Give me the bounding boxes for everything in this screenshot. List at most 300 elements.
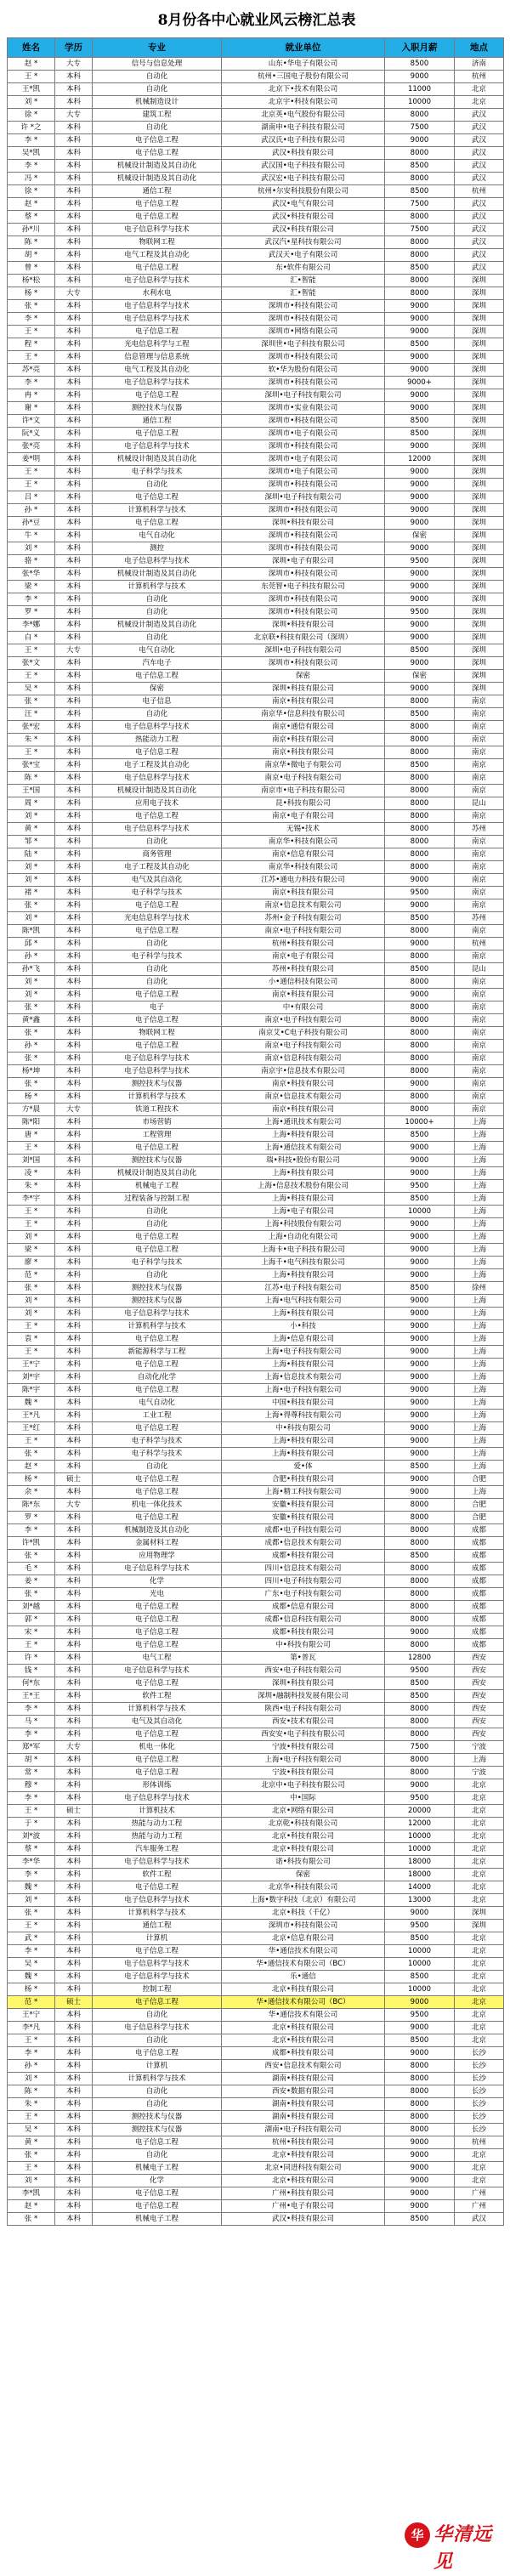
cell-major: 电子信息科学与技术	[93, 2022, 222, 2034]
cell-salary: 10000	[385, 1945, 455, 1958]
cell-location: 南京	[455, 1040, 504, 1053]
cell-employer: 安徽•科技有限公司	[222, 1512, 385, 1524]
table-row	[8, 1907, 504, 1920]
cell-major: 电子信息工程	[93, 1512, 222, 1524]
cell-salary: 10000	[385, 1983, 455, 1996]
cell-major: 自动化	[93, 2009, 222, 2022]
cell-employer: 上海卡•电子科技有限公司	[222, 1244, 385, 1257]
cell-location: 成都	[455, 1575, 504, 1588]
table-row	[8, 160, 504, 173]
cell-name: 凌 *	[8, 1167, 55, 1180]
cell-degree: 本科	[55, 1881, 93, 1894]
table-row	[8, 823, 504, 836]
cell-name: 孙*豆	[8, 517, 55, 530]
cell-name: 李 *	[8, 1728, 55, 1741]
cell-name: 孙*川	[8, 224, 55, 236]
cell-employer: 南京•科技有限公司	[222, 746, 385, 759]
cell-location: 南京	[455, 861, 504, 874]
cell-degree: 本科	[55, 313, 93, 326]
cell-name: 刘*国	[8, 1155, 55, 1167]
cell-salary: 8000	[385, 1639, 455, 1652]
cell-salary: 10000+	[385, 1116, 455, 1129]
table-row	[8, 989, 504, 1001]
cell-major: 软件工程	[93, 1869, 222, 1881]
table-row	[8, 683, 504, 695]
cell-degree: 本科	[55, 211, 93, 224]
cell-employer: 深圳市•实业有限公司	[222, 402, 385, 415]
cell-degree: 本科	[55, 1422, 93, 1435]
cell-major: 电子信息工程	[93, 1767, 222, 1779]
cell-degree: 大专	[55, 1499, 93, 1512]
cell-salary: 9000	[385, 1244, 455, 1257]
cell-location: 深圳	[455, 504, 504, 517]
cell-degree: 本科	[55, 606, 93, 619]
cell-salary: 8000	[385, 173, 455, 185]
table-row	[8, 1754, 504, 1767]
cell-name: 骆 *	[8, 555, 55, 568]
cell-degree: 本科	[55, 1359, 93, 1371]
cell-degree: 本科	[55, 530, 93, 542]
cell-major: 光电	[93, 1588, 222, 1601]
cell-major: 通信工程	[93, 1920, 222, 1932]
cell-major: 电子信息科学与技术	[93, 1958, 222, 1971]
cell-location: 北京	[455, 2034, 504, 2047]
cell-major: 市场营销	[93, 1116, 222, 1129]
table-row	[8, 925, 504, 938]
cell-degree: 本科	[55, 746, 93, 759]
cell-major: 自动化	[93, 836, 222, 848]
cell-location: 南京	[455, 848, 504, 861]
cell-major: 机电一体化技术	[93, 1499, 222, 1512]
cell-salary: 8000	[385, 1001, 455, 1014]
cell-major: 自动化	[93, 83, 222, 96]
table-row	[8, 938, 504, 950]
cell-name: 王*国	[8, 785, 55, 797]
cell-major: 电子科学与技术	[93, 1448, 222, 1461]
cell-major: 测控技术与仪器	[93, 402, 222, 415]
cell-name: 王 *	[8, 1142, 55, 1155]
cell-location: 北京	[455, 1881, 504, 1894]
table-row	[8, 542, 504, 555]
cell-employer: 汇•智能	[222, 275, 385, 287]
table-row	[8, 695, 504, 708]
table-row	[8, 1384, 504, 1397]
cell-degree: 本科	[55, 938, 93, 950]
table-row	[8, 1410, 504, 1422]
cell-degree: 硕士	[55, 1473, 93, 1486]
cell-major: 电子信息工程	[93, 1142, 222, 1155]
cell-degree: 硕士	[55, 1996, 93, 2009]
cell-degree: 本科	[55, 1167, 93, 1180]
cell-major: 电子信息科学与技术	[93, 224, 222, 236]
table-row	[8, 759, 504, 772]
table-row	[8, 2149, 504, 2162]
cell-degree: 本科	[55, 1588, 93, 1601]
cell-major: 自动化	[93, 1269, 222, 1282]
cell-major: 化学	[93, 2175, 222, 2187]
table-row	[8, 2111, 504, 2124]
cell-employer: 小•科技	[222, 1320, 385, 1333]
cell-name: 汪 *	[8, 708, 55, 721]
cell-salary: 7500	[385, 122, 455, 134]
cell-major: 测控技术与仪器	[93, 1282, 222, 1295]
cell-major: 计算机科学与技术	[93, 504, 222, 517]
cell-location: 成都	[455, 1614, 504, 1626]
cell-major: 热能动力工程	[93, 734, 222, 746]
cell-salary: 8000	[385, 1512, 455, 1524]
cell-degree: 本科	[55, 1958, 93, 1971]
cell-salary: 8000	[385, 823, 455, 836]
table-row	[8, 976, 504, 989]
cell-employer: 武汉天•电子有限公司	[222, 249, 385, 262]
cell-employer: 上海•通讯技术有限公司	[222, 1116, 385, 1129]
cell-degree: 本科	[55, 2162, 93, 2175]
cell-degree: 本科	[55, 1091, 93, 1104]
cell-salary: 9000	[385, 2162, 455, 2175]
cell-major: 电气及其自动化	[93, 1716, 222, 1728]
cell-location: 西安	[455, 1716, 504, 1728]
cell-name: 刘 *	[8, 861, 55, 874]
cell-major: 物联网工程	[93, 236, 222, 249]
table-row	[8, 326, 504, 338]
table-row	[8, 606, 504, 619]
cell-salary: 8500	[385, 912, 455, 925]
cell-employer: 汇•智能	[222, 287, 385, 300]
cell-employer: 北京•网络有限公司	[222, 1805, 385, 1818]
cell-name: 罗 *	[8, 1512, 55, 1524]
cell-name: 李 *	[8, 1945, 55, 1958]
cell-employer: 东莞智•电子科技有限公司	[222, 581, 385, 593]
cell-salary: 8500	[385, 58, 455, 71]
cell-name: 陈 *	[8, 236, 55, 249]
table-row	[8, 1639, 504, 1652]
cell-location: 南京	[455, 1104, 504, 1116]
cell-salary: 8500	[385, 2213, 455, 2226]
cell-degree: 本科	[55, 1346, 93, 1359]
cell-degree: 本科	[55, 300, 93, 313]
cell-salary: 7500	[385, 1741, 455, 1754]
cell-degree: 本科	[55, 1920, 93, 1932]
cell-major: 电子信息工程	[93, 1014, 222, 1027]
cell-degree: 本科	[55, 1155, 93, 1167]
cell-location: 成都	[455, 1626, 504, 1639]
cell-major: 自动化	[93, 708, 222, 721]
cell-major: 电子信息科学与技术	[93, 275, 222, 287]
cell-degree: 本科	[55, 440, 93, 453]
cell-salary: 8000	[385, 1027, 455, 1040]
cell-major: 自动化	[93, 122, 222, 134]
cell-salary: 7500	[385, 224, 455, 236]
cell-major: 金属材料工程	[93, 1537, 222, 1550]
table-row	[8, 2213, 504, 2226]
cell-name: 张 *	[8, 1001, 55, 1014]
table-header-row	[8, 38, 504, 58]
cell-name: 胡 *	[8, 249, 55, 262]
cell-salary: 10000	[385, 1843, 455, 1856]
cell-name: 张 *	[8, 1282, 55, 1295]
cell-location: 武汉	[455, 262, 504, 275]
cell-major: 铁道工程技术	[93, 1104, 222, 1116]
cell-name: 张 *	[8, 695, 55, 708]
cell-degree: 本科	[55, 2073, 93, 2085]
cell-major: 电子信息工程	[93, 670, 222, 683]
table-row	[8, 173, 504, 185]
cell-major: 电子信息工程	[93, 1626, 222, 1639]
table-row	[8, 1091, 504, 1104]
cell-employer: 武汉•科技有限公司	[222, 2213, 385, 2226]
cell-salary: 8000	[385, 1728, 455, 1741]
cell-degree: 本科	[55, 1001, 93, 1014]
cell-salary: 8000	[385, 2060, 455, 2073]
table-row	[8, 236, 504, 249]
cell-location: 徐州	[455, 1282, 504, 1295]
cell-degree: 本科	[55, 453, 93, 466]
table-row	[8, 1257, 504, 1269]
cell-major: 热能与动力工程	[93, 1818, 222, 1830]
column-header-employer: 就业单位	[222, 38, 385, 58]
cell-major: 电子信息工程	[93, 1486, 222, 1499]
cell-degree: 本科	[55, 249, 93, 262]
cell-employer: 上海•科技有限公司	[222, 1193, 385, 1206]
cell-employer: 北京•同进科技有限公司	[222, 2162, 385, 2175]
cell-degree: 本科	[55, 1818, 93, 1830]
cell-degree: 本科	[55, 2213, 93, 2226]
cell-location: 深圳	[455, 568, 504, 581]
table-row	[8, 644, 504, 657]
cell-location: 杭州	[455, 185, 504, 198]
cell-major: 自动化	[93, 1218, 222, 1231]
cell-employer: 北京•科技有限公司	[222, 2175, 385, 2187]
cell-degree: 本科	[55, 1512, 93, 1524]
cell-degree: 本科	[55, 1461, 93, 1473]
cell-location: 深圳	[455, 377, 504, 389]
cell-location: 南京	[455, 1078, 504, 1091]
cell-salary: 8000	[385, 211, 455, 224]
cell-location: 北京	[455, 1983, 504, 1996]
table-row	[8, 619, 504, 632]
cell-salary: 8000	[385, 772, 455, 785]
cell-location: 南京	[455, 1001, 504, 1014]
cell-major: 电子信息	[93, 695, 222, 708]
cell-name: 许 *	[8, 1652, 55, 1665]
cell-employer: 上海•通信技术有限公司	[222, 1142, 385, 1155]
cell-name: 王 *	[8, 1920, 55, 1932]
cell-employer: 武汉•电气有限公司	[222, 198, 385, 211]
cell-name: 余 *	[8, 1486, 55, 1499]
cell-degree: 本科	[55, 173, 93, 185]
cell-location: 成都	[455, 1524, 504, 1537]
cell-employer: 武汉•科技有限公司	[222, 147, 385, 160]
table-row	[8, 1652, 504, 1665]
cell-location: 深圳	[455, 364, 504, 377]
cell-salary: 9000	[385, 440, 455, 453]
cell-salary: 9000	[385, 1231, 455, 1244]
cell-major: 机械电子工程	[93, 2213, 222, 2226]
cell-location: 武汉	[455, 109, 504, 122]
cell-location: 上海	[455, 1155, 504, 1167]
cell-major: 自动化	[93, 938, 222, 950]
cell-name: 王 *	[8, 479, 55, 491]
cell-location: 宁波	[455, 1741, 504, 1754]
cell-major: 机械设计制造及其自动化	[93, 453, 222, 466]
cell-location: 长沙	[455, 2047, 504, 2060]
cell-degree: 本科	[55, 836, 93, 848]
cell-salary: 9000	[385, 2175, 455, 2187]
cell-name: 王 *	[8, 71, 55, 83]
cell-degree: 本科	[55, 797, 93, 810]
table-row	[8, 1779, 504, 1792]
cell-name: 刘 *	[8, 1894, 55, 1907]
cell-salary: 9000	[385, 389, 455, 402]
cell-major: 电子信息工程	[93, 1244, 222, 1257]
cell-name: 王*凯	[8, 83, 55, 96]
cell-name: 姜*明	[8, 453, 55, 466]
table-row	[8, 2200, 504, 2213]
cell-employer: 华•通信技术有限公司	[222, 2009, 385, 2022]
cell-major: 机械制造设计	[93, 96, 222, 109]
cell-degree: 本科	[55, 1295, 93, 1308]
cell-location: 南京	[455, 925, 504, 938]
table-row	[8, 1703, 504, 1716]
cell-degree: 本科	[55, 1040, 93, 1053]
cell-employer: 深圳•科技有限公司	[222, 517, 385, 530]
cell-salary: 8000	[385, 1065, 455, 1078]
cell-employer: 上海•信息有限公司	[222, 1333, 385, 1346]
cell-salary: 9000	[385, 313, 455, 326]
cell-employer: 中•国际	[222, 1792, 385, 1805]
cell-location: 北京	[455, 1779, 504, 1792]
cell-major: 电子信息工程	[93, 428, 222, 440]
cell-major: 电子信息科学与技术	[93, 1856, 222, 1869]
cell-degree: 本科	[55, 1563, 93, 1575]
cell-salary: 9000	[385, 2047, 455, 2060]
table-row	[8, 1371, 504, 1384]
cell-degree: 本科	[55, 721, 93, 734]
cell-location: 苏州	[455, 823, 504, 836]
cell-salary: 9000	[385, 2187, 455, 2200]
cell-location: 成都	[455, 1639, 504, 1652]
cell-location: 深圳	[455, 619, 504, 632]
cell-employer: 杭州•科技有限公司	[222, 2136, 385, 2149]
cell-major: 信息管理与信息系统	[93, 351, 222, 364]
cell-employer: 深圳市•科技有限公司	[222, 479, 385, 491]
cell-name: 孙 *	[8, 504, 55, 517]
cell-location: 深圳	[455, 670, 504, 683]
cell-employer: 上海•数字科技（北京）有限公司	[222, 1894, 385, 1907]
cell-employer: 成都•科技有限公司	[222, 1550, 385, 1563]
cell-name: 梁 *	[8, 581, 55, 593]
cell-employer: 北京联•科技有限公司（深圳）	[222, 632, 385, 644]
cell-name: 张 *	[8, 300, 55, 313]
table-row	[8, 1843, 504, 1856]
cell-location: 北京	[455, 1805, 504, 1818]
cell-major: 机械设计制造及其自动化	[93, 173, 222, 185]
table-row	[8, 670, 504, 683]
cell-employer: 昆•科技有限公司	[222, 797, 385, 810]
cell-location: 北京	[455, 96, 504, 109]
cell-degree: 本科	[55, 224, 93, 236]
cell-name: 王*宁	[8, 2009, 55, 2022]
cell-salary: 8000	[385, 1767, 455, 1779]
table-row	[8, 1920, 504, 1932]
cell-location: 深圳	[455, 1907, 504, 1920]
cell-name: 刘 *	[8, 542, 55, 555]
cell-name: 陈*凯	[8, 925, 55, 938]
cell-employer: 深圳市•电子有限公司	[222, 466, 385, 479]
cell-location: 北京	[455, 1958, 504, 1971]
table-row	[8, 338, 504, 351]
cell-degree: 本科	[55, 1218, 93, 1231]
table-row	[8, 453, 504, 466]
cell-major: 光电信息科学与技术	[93, 912, 222, 925]
cell-location: 合肥	[455, 1512, 504, 1524]
cell-degree: 本科	[55, 542, 93, 555]
cell-location: 南京	[455, 1027, 504, 1040]
cell-degree: 本科	[55, 2124, 93, 2136]
cell-degree: 本科	[55, 950, 93, 963]
cell-employer: 上海•精工科技有限公司	[222, 1486, 385, 1499]
cell-name: 陈 *	[8, 2085, 55, 2098]
cell-major: 自动化	[93, 976, 222, 989]
cell-degree: 本科	[55, 2136, 93, 2149]
cell-salary: 9000	[385, 364, 455, 377]
cell-name: 何*东	[8, 1677, 55, 1690]
cell-name: 李*华	[8, 1856, 55, 1869]
cell-name: 杨 *	[8, 1473, 55, 1486]
cell-employer: 上海•科技有限公司	[222, 1448, 385, 1461]
table-row	[8, 555, 504, 568]
cell-salary: 9000	[385, 632, 455, 644]
cell-degree: 本科	[55, 1575, 93, 1588]
cell-location: 北京	[455, 1971, 504, 1983]
cell-employer: 深圳•电子科技有限公司	[222, 491, 385, 504]
cell-employer: 成都•电子科技有限公司	[222, 1524, 385, 1537]
table-row	[8, 1677, 504, 1690]
cell-employer: 成都•信息有限公司	[222, 1601, 385, 1614]
cell-degree: 本科	[55, 364, 93, 377]
cell-salary: 8000	[385, 1499, 455, 1512]
cell-name: 许*文	[8, 415, 55, 428]
table-row	[8, 912, 504, 925]
table-row	[8, 504, 504, 517]
cell-name: 李 *	[8, 593, 55, 606]
cell-name: 王*王	[8, 1690, 55, 1703]
cell-employer: 深圳市•科技有限公司	[222, 593, 385, 606]
cell-degree: 本科	[55, 2098, 93, 2111]
cell-name: 王 *	[8, 644, 55, 657]
cell-location: 上海	[455, 1308, 504, 1320]
cell-degree: 本科	[55, 1486, 93, 1499]
cell-degree: 本科	[55, 848, 93, 861]
cell-location: 深圳	[455, 657, 504, 670]
logo-text: 华清远见	[434, 2524, 493, 2573]
cell-location: 南京	[455, 708, 504, 721]
cell-salary: 8000	[385, 2073, 455, 2085]
table-row	[8, 122, 504, 134]
cell-location: 长沙	[455, 2060, 504, 2073]
table-row	[8, 1435, 504, 1448]
cell-major: 测控技术与仪器	[93, 1078, 222, 1091]
cell-name: 赵 *	[8, 198, 55, 211]
cell-location: 成都	[455, 1563, 504, 1575]
cell-degree: 本科	[55, 1308, 93, 1320]
cell-degree: 本科	[55, 1665, 93, 1677]
table-row	[8, 440, 504, 453]
cell-degree: 本科	[55, 1932, 93, 1945]
table-row	[8, 530, 504, 542]
cell-salary: 8500	[385, 708, 455, 721]
cell-employer: 成都•科技有限公司	[222, 1626, 385, 1639]
